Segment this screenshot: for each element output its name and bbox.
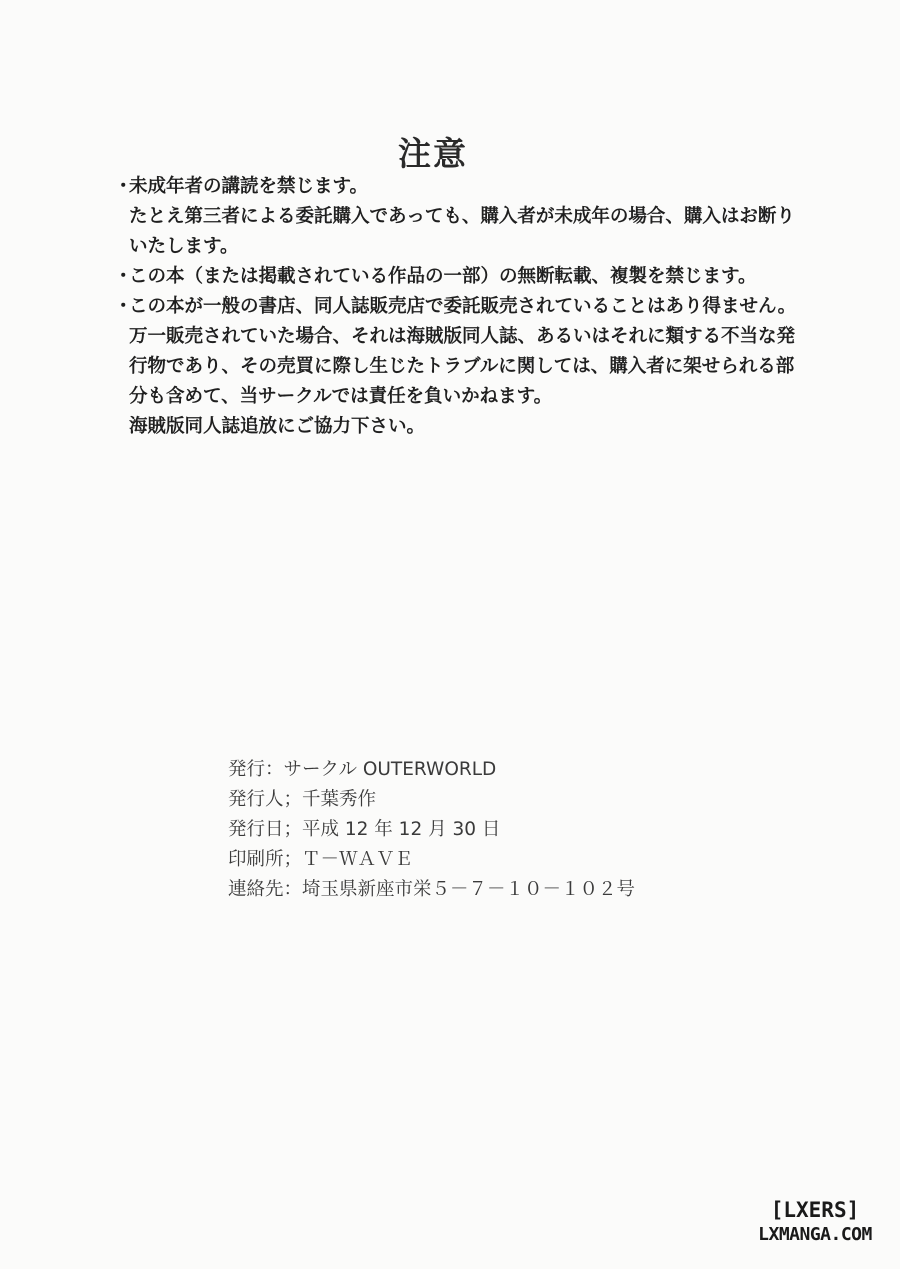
colophon-issuer: 発行人；千葉秀作 [228, 789, 377, 810]
colophon-publisher: 発行：サークル OUTERWORLD [228, 759, 497, 780]
notice-item-age-restriction [108, 172, 808, 262]
colophon-date: 発行日；平成 12 年 12 月 30 日 [228, 819, 501, 840]
colophon-contact: 連絡先：埼玉県新座市栄５－７－１０－１０２号 [228, 879, 636, 900]
colophon [228, 755, 635, 905]
notice-item-text: この本（または掲載されている作品の一部）の無断転載、複製を禁じます。 [129, 266, 757, 287]
watermark [740, 1198, 890, 1247]
watermark-line-1: [LXERS] [770, 1198, 860, 1222]
colophon-printer: 印刷所；Ｔ－ＷＡＶＥ [228, 849, 414, 870]
notice-item-text: この本が一般の書店、同人誌販売店で委託販売されていることはあり得ません。万一販売されていた場合、それは海賊版同人誌、あるいはそれに類する不当な発行物であり、その売買に際し生じたトラブルに関しては、購入者に架せられる部分も含めて、当サークルでは責任を負いかねます。 [129, 296, 797, 407]
notice-title: 注意 [398, 134, 468, 173]
bullet-mark: ・ [114, 176, 133, 197]
watermark-line-2: LXMANGA.COM [758, 1224, 872, 1245]
bullet-mark: ・ [114, 296, 133, 317]
notice-footer: 海賊版同人誌追放にご協力下さい。 [129, 416, 426, 437]
notice-item-retail [108, 292, 808, 412]
notice-section [108, 172, 808, 442]
notice-item-reproduction [108, 262, 808, 292]
notice-item-text: 未成年者の講読を禁じます。 たとえ第三者による委託購入であっても、購入者が未成年の場合、購入はお断りいたします。 [129, 176, 795, 257]
bullet-mark: ・ [114, 266, 133, 287]
